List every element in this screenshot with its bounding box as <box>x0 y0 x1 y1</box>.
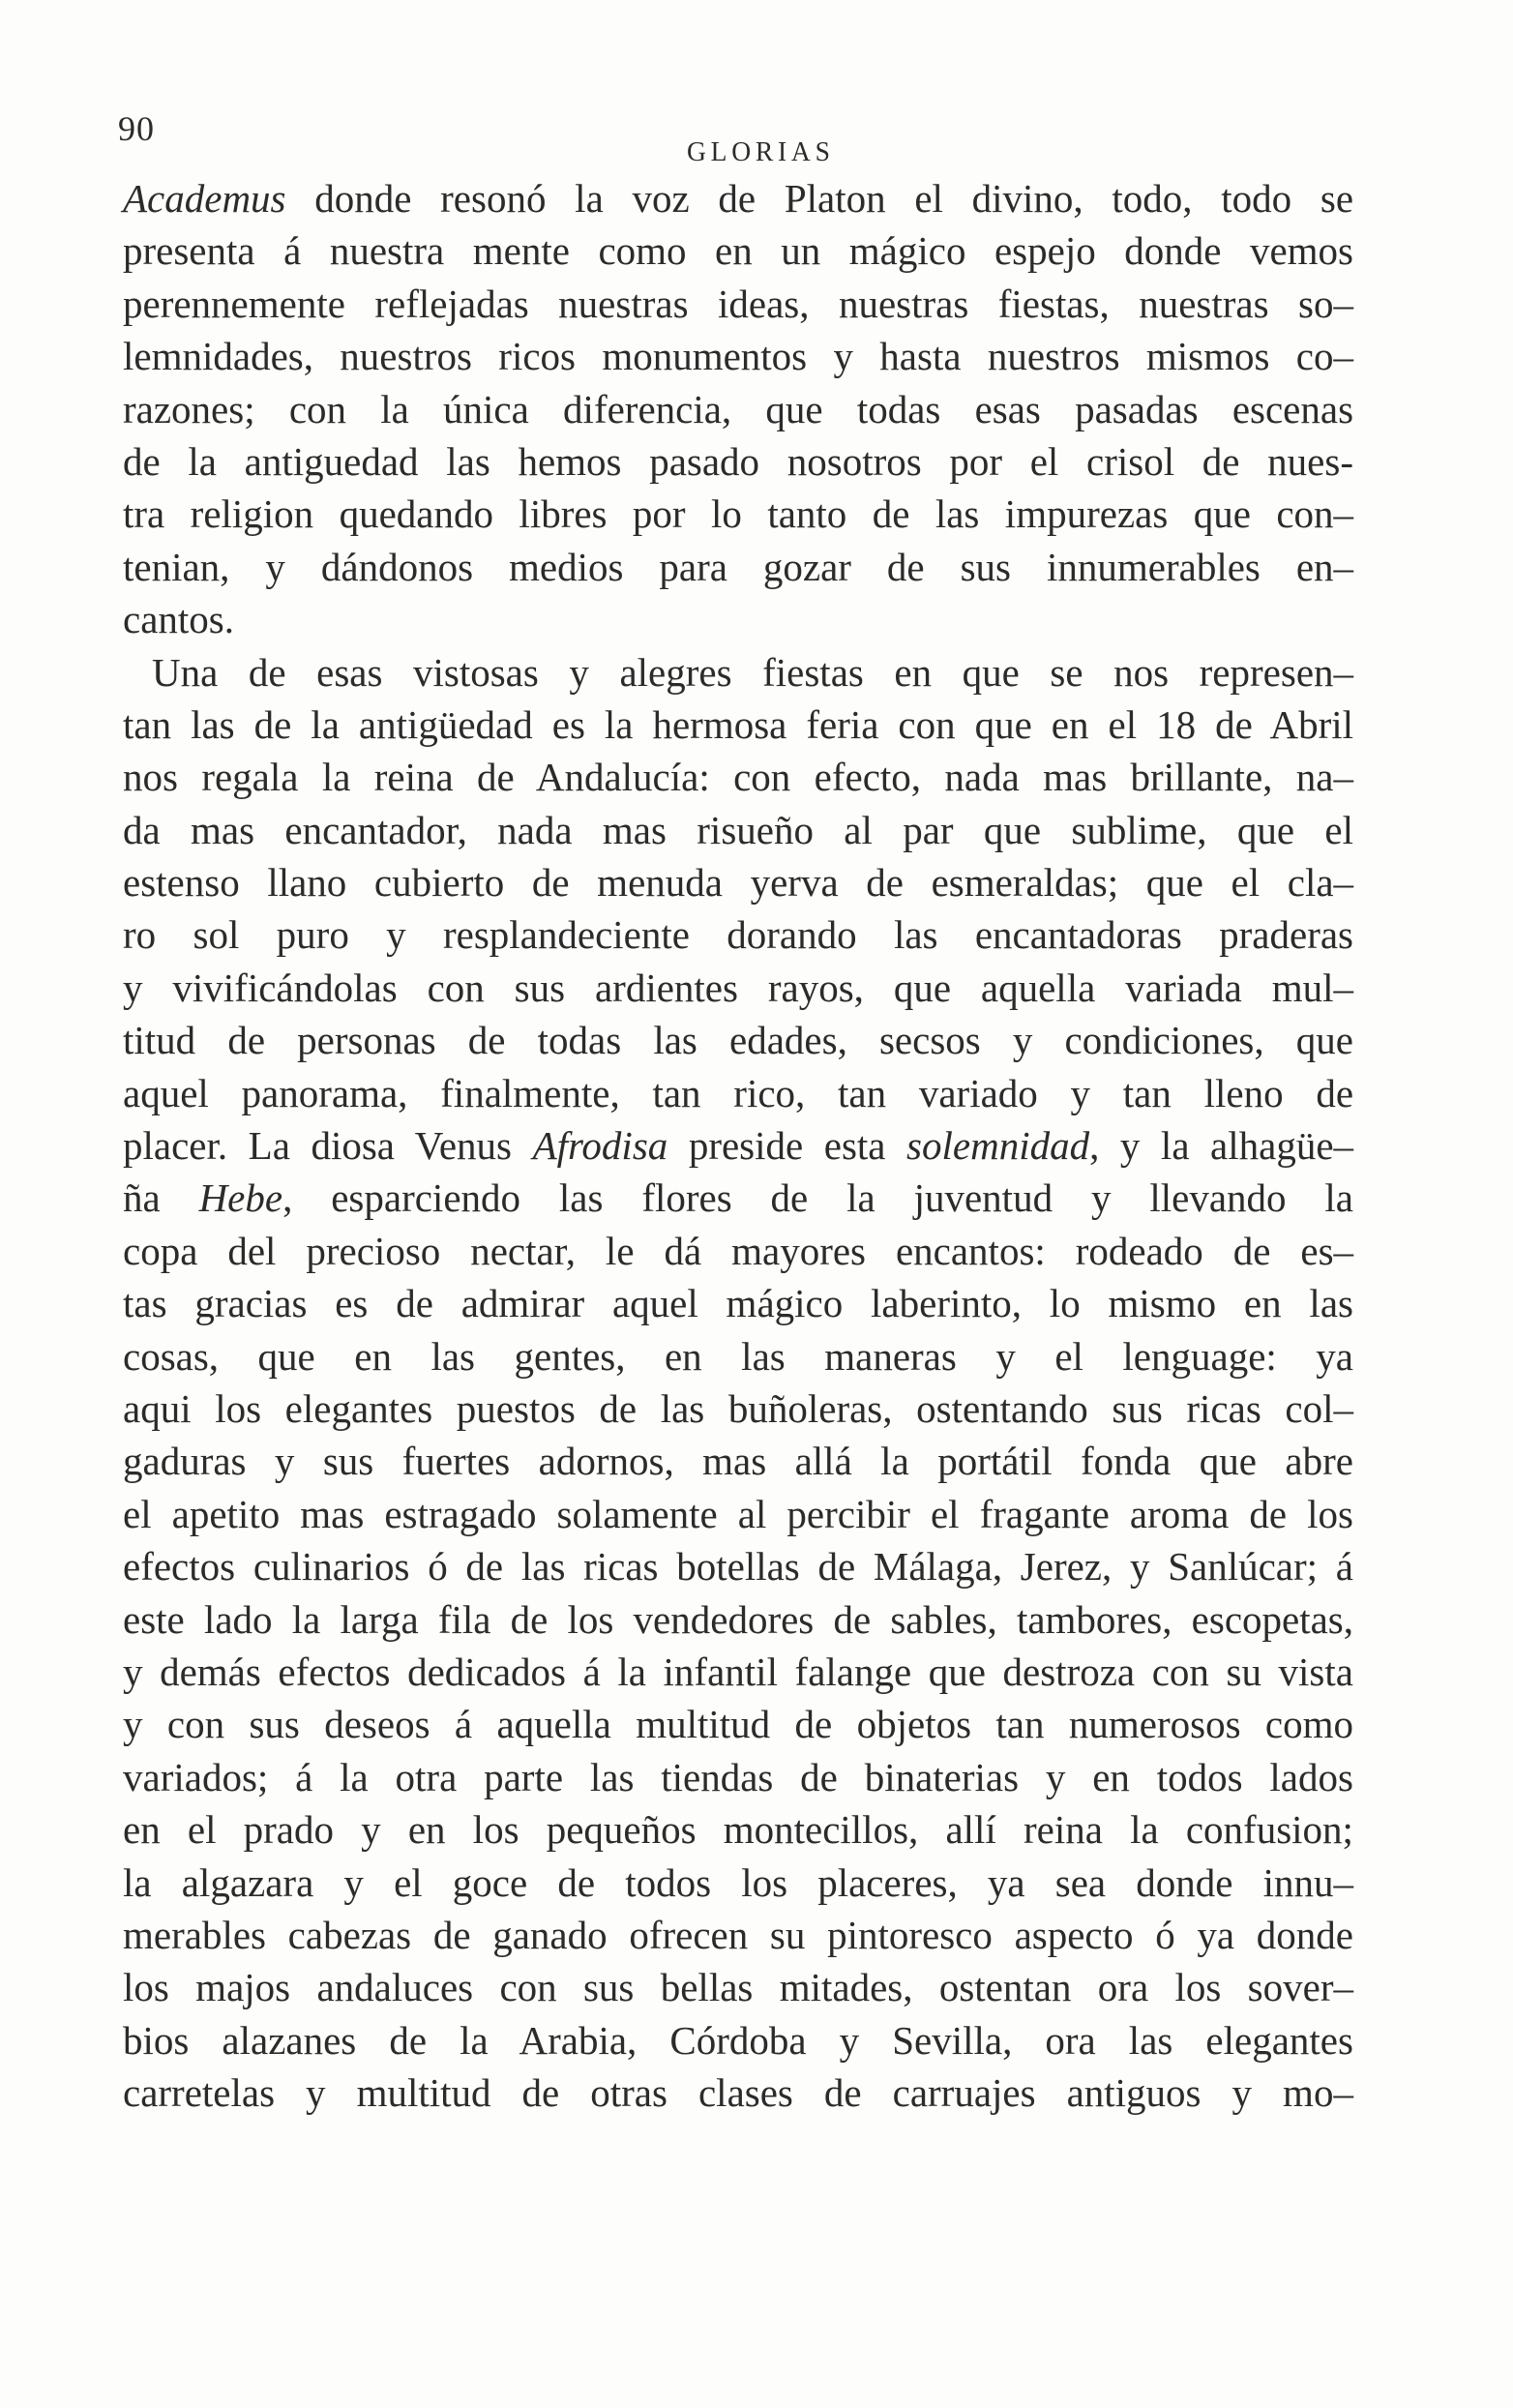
text-line: aquel panorama, finalmente, tan rico, tan variado y tan lleno de <box>123 1070 1354 1115</box>
text-line-paragraph-start: Una de esas vistosas y alegres fiestas en que se nos represen– <box>152 649 1354 695</box>
body-text <box>123 172 1353 2119</box>
text-line: los majos andaluces con sus bellas mitades, ostentan ora los sover– <box>123 1965 1353 2010</box>
text-line: aqui los elegantes puestos de las buñoleras, ostentando sus ricas col– <box>123 1385 1353 1431</box>
text-line: tra religion quedando libres por lo tanto de las impurezas que con– <box>123 491 1354 537</box>
text-line: presenta á nuestra mente como en un mágico espejo donde vemos <box>123 228 1354 274</box>
text-line: gaduras y sus fuertes adornos, mas allá la portátil fonda que abre <box>123 1439 1353 1484</box>
text-line: razones; con la única diferencia, que todas esas pasadas escenas <box>123 386 1354 431</box>
page-number: 90 <box>118 109 155 148</box>
text-line: la algazara y el goce de todos los placeres, ya sea donde innu– <box>123 1859 1353 1905</box>
text-line: estenso llano cubierto de menuda yerva de esmeraldas; que el cla– <box>123 860 1354 906</box>
text-line: merables cabezas de ganado ofrecen su pintoresco aspecto ó ya donde <box>123 1912 1353 1957</box>
text-line: ña Hebe, esparciendo las flores de la juventud y llevando la <box>123 1175 1353 1221</box>
text-line: tan las de la antigüedad es la hermosa feria con que en el 18 de Abril <box>123 701 1354 747</box>
text-line: cosas, que en las gentes, en las maneras y el lenguage: ya <box>123 1333 1353 1379</box>
text-line: Academus donde resonó la voz de Platon el divino, todo, todo se <box>123 176 1354 221</box>
text-line: carretelas y multitud de otras clases de carruajes antiguos y mo– <box>123 2070 1353 2116</box>
text-line: cantos. <box>123 597 234 642</box>
text-line: bios alazanes de la Arabia, Córdoba y Sevilla, ora las elegantes <box>123 2017 1353 2063</box>
text-line: de la antiguedad las hemos pasado nosotros por el crisol de nues- <box>123 438 1353 484</box>
text-line: perennemente reflejadas nuestras ideas, nuestras fiestas, nuestras so– <box>123 281 1353 326</box>
text-line: titud de personas de todas las edades, secsos y condiciones, que <box>123 1018 1353 1063</box>
text-line: tas gracias es de admirar aquel mágico laberinto, lo mismo en las <box>123 1281 1353 1326</box>
text-line: copa del precioso nectar, le dá mayores encantos: rodeado de es– <box>123 1228 1354 1273</box>
text-line: el apetito mas estragado solamente al percibir el fragante aroma de los <box>123 1491 1354 1536</box>
running-head: GLORIAS <box>687 136 835 167</box>
text-line: y con sus deseos á aquella multitud de objetos tan numerosos como <box>123 1702 1353 1747</box>
text-line: variados; á la otra parte las tiendas de binaterias y en todos lados <box>123 1754 1353 1799</box>
text-line: este lado la larga fila de los vendedores de sables, tambores, escopetas, <box>123 1596 1354 1642</box>
text-line: y vivificándolas con sus ardientes rayos, que aquella variada mul– <box>123 965 1354 1010</box>
text-line: en el prado y en los pequeños montecillos, allí reina la confusion; <box>123 1807 1353 1853</box>
text-line: lemnidades, nuestros ricos monumentos y hasta nuestros mismos co– <box>123 334 1353 379</box>
text-line: da mas encantador, nada mas risueño al par que sublime, que el <box>123 807 1353 852</box>
text-line: placer. La diosa Venus Afrodisa preside esta solemnidad, y la alhagüe– <box>123 1123 1354 1169</box>
text-line: nos regala la reina de Andalucía: con efecto, nada mas brillante, na– <box>123 755 1353 800</box>
text-line: efectos culinarios ó de las ricas botellas de Málaga, Jerez, y Sanlúcar; á <box>123 1544 1353 1590</box>
text-line: ro sol puro y resplandeciente dorando las encantadoras praderas <box>123 912 1354 958</box>
text-line: tenian, y dándonos medios para gozar de sus innumerables en– <box>123 544 1354 589</box>
text-line: y demás efectos dedicados á la infantil falange que destroza con su vista <box>123 1649 1353 1694</box>
